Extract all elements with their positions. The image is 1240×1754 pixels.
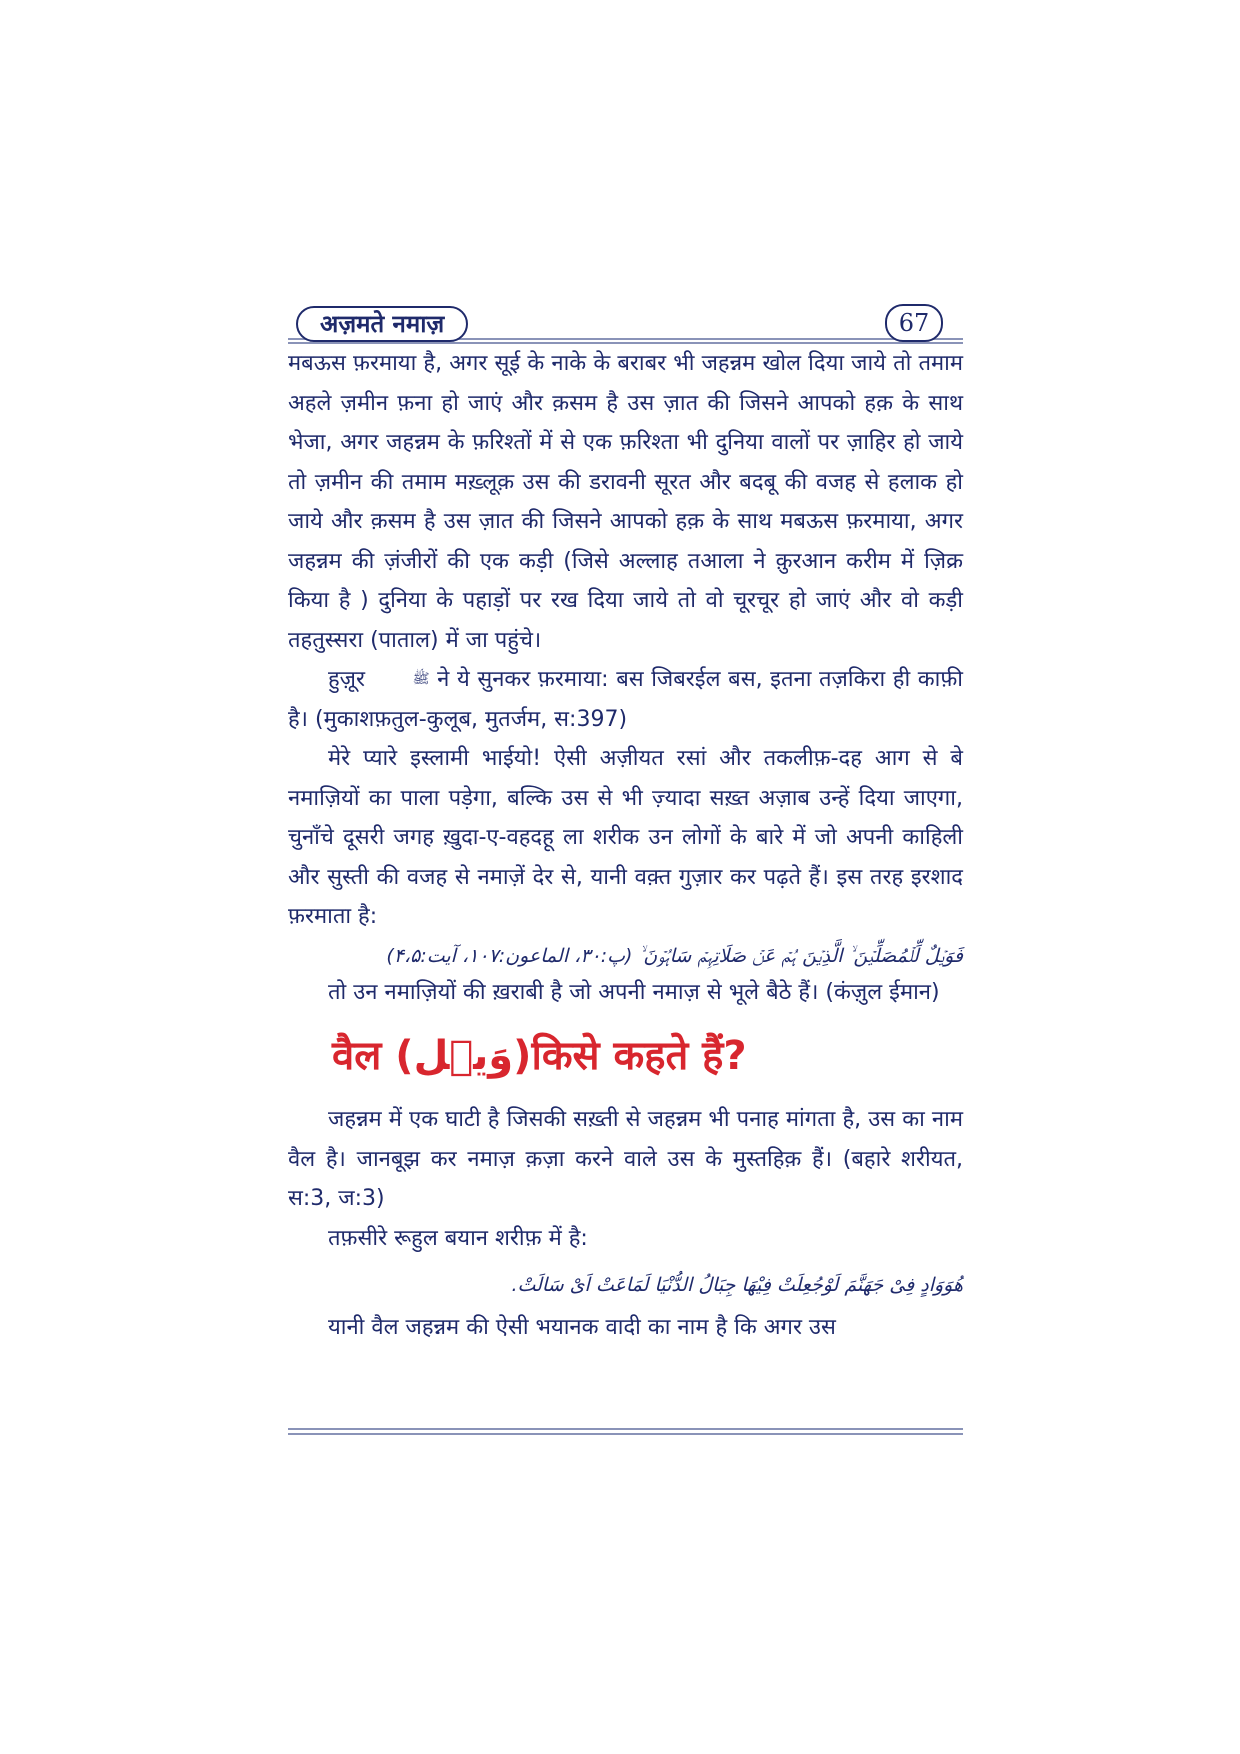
arabic-quote: هُوَوَادٍ فِیْ جَهَنَّمَ لَوْجُعِلَتْ فِیْهَا جِبَالُ الدُّنْیَا لَمَاعَتْ اَیْ سَالَتْ.	[511, 1274, 963, 1297]
paragraph-7: यानी वैल जहन्नम की ऐसी भयानक वादी का नाम है कि अगर उस	[328, 1315, 836, 1341]
paragraph-1: मबऊस फ़रमाया है, अगर सूई के नाके के बराबर भी जहन्नम खोल दिया जाये तो तमाम अहले ज़मीन फ़ना हो जाएं और क़सम है उस ज़ात की जिसने आपको हक़ के साथ भेजा, अगर जहन्नम के फ़रिश्तों में से एक फ़रिश्ता भी दुनिया वालों पर ज़ाहिर हो जाये तो ज़मीन की तमाम मख़्लूक़ उस की डरावनी सूरत और बदबू की वजह से हलाक हो जाये और क़सम है उस ज़ात की जिसने आपको हक़ के साथ मबऊस फ़रमाया, अगर जहन्नम की ज़ंजीरों की एक कड़ी (जिसे अल्लाह तआला ने क़ुरआन करीम में ज़िक्र किया है ) दुनिया के पहाड़ों पर रख दिया जाये तो वो चूरचूर हो जाएं और वो कड़ी तहतुस्सरा (पाताल) में जा पहुंचे।	[288, 351, 963, 653]
arabic-verse: فَوَیۡلٌ لِّلۡمُصَلِّیۡنَ ۙ الَّذِیۡنَ ہُمۡ عَنۡ صَلَاتِہِمۡ سَاہُوۡنَ ۙ (پ:۳۰، الماعون:۱۰۷، آیت:۴،۵)	[386, 944, 963, 967]
section-heading: वैल (وَیۡل)किसे कहते हैं?	[332, 1033, 747, 1080]
header-rule-2	[288, 342, 963, 344]
para2-rest: ने ये सुनकर फ़रमाया: बस जिबरईल बस, इतना तज़किरा ही काफ़ी है। (मुकाशफ़तुल-कुलूब, मुतर्जम, स:397)	[288, 667, 963, 732]
paragraph-6: तफ़सीरे रूहुल बयान शरीफ़ में है:	[328, 1225, 588, 1251]
para2-start: हुज़ूर	[328, 667, 366, 692]
footer-rule	[288, 1428, 963, 1438]
paragraph-4: तो उन नमाज़ियों की ख़राबी है जो अपनी नमाज़ से भूले बैठे हैं। (कंज़ुल ईमान)	[328, 979, 940, 1005]
page-number: 67	[885, 304, 943, 342]
book-title: अज़मते नमाज़	[296, 306, 468, 342]
book-page	[288, 300, 963, 1450]
page-header	[288, 300, 963, 344]
page-body	[288, 344, 963, 1348]
paragraph-2	[288, 660, 963, 739]
paragraph-5: जहन्नम में एक घाटी है जिसकी सख़्ती से जहन्नम भी पनाह मांगता है, उस का नाम वैल है। जानबूझ कर नमाज़ क़ज़ा करने वाले उस के मुस्तहिक़ हैं। (बहारे शरीयत, स:3, ज:3)	[288, 1107, 963, 1212]
paragraph-3: मेरे प्यारे इस्लामी भाईयो! ऐसी अज़ीयत रसां और तकलीफ़-दह आग से बे नमाज़ियों का पाला पड़ेगा, बल्कि उस से भी ज़्यादा सख़्त अज़ाब उन्हें दिया जाएगा, चुनाँचे दूसरी जगह ख़ुदा-ए-वहदहू ला शरीक उन लोगों के बारे में जो अपनी काहिली और सुस्ती की वजह से नमाज़ें देर से, यानी वक़्त गुज़ार कर पढ़ते हैं। इस तरह इरशाद फ़रमाता है:	[288, 746, 963, 930]
salutation-seal: ﷺ	[412, 671, 430, 688]
